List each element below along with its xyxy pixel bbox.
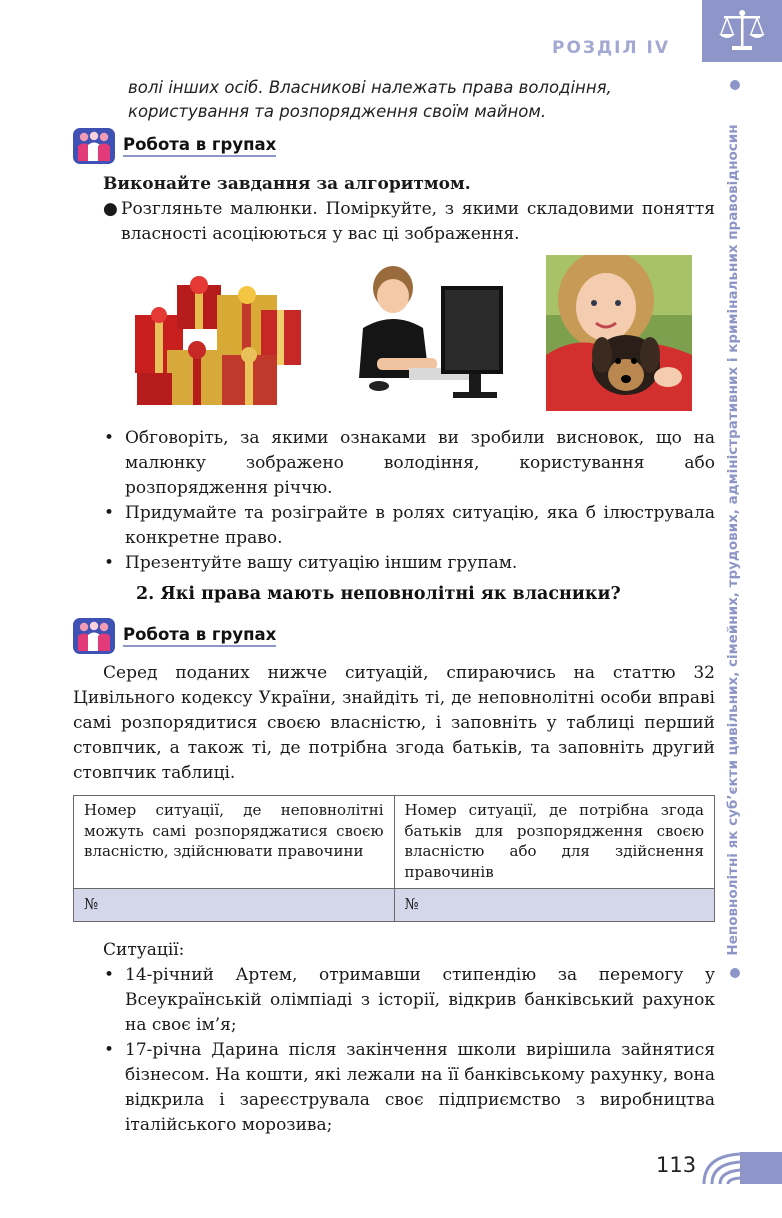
bullet-text: 17-річна Дарина після закінчення школи вирішила зайнятися бізнесом. На кошти, які лежали на її банківському рахунку, вона відкрила і зареєструвала своє підприємство з виробництва італійського морозива; [125, 1040, 715, 1135]
group-work-label-1: Робота в групах [123, 135, 276, 157]
bullet-text: Придумайте та розіграйте в ролях ситуацію, яка б ілюструвала конкретне право. [125, 503, 715, 548]
bullet-list-2 [103, 426, 715, 576]
table-header-row [74, 796, 715, 889]
side-chapter-text: Неповнолітні як суб’єкти цивільних, сімейних, трудових, адміністративних і кримінальних правовідносин [725, 124, 741, 956]
list-item [103, 963, 715, 1038]
bullet-text: Обговоріть, за якими ознаками ви зробили висновок, що на малюнку зображено володіння, користування або розпорядження річчю. [125, 428, 715, 498]
group-work-heading-1 [73, 128, 276, 164]
group-work-label-2: Робота в групах [123, 625, 276, 647]
side-dot-top [730, 80, 740, 90]
section-label: РОЗДІЛ IV [552, 38, 670, 58]
bullet-icon: • [104, 965, 115, 985]
bullet-icon: • [104, 503, 115, 523]
bullet-icon: ● [103, 199, 118, 219]
list-item [103, 197, 715, 247]
group-work-heading-2 [73, 618, 276, 654]
signal-arcs-icon [702, 1150, 742, 1186]
task-block [103, 172, 715, 247]
table-cell[interactable]: № [394, 889, 715, 922]
intro-text: волі інших осіб. Власникові належать права володіння, користування та розпорядження своїм майном. [128, 78, 612, 121]
footer-block [740, 1152, 782, 1184]
page-number: 113 [656, 1153, 697, 1177]
bullet-text: Розгляньте малюнки. Поміркуйте, з якими складовими поняття власності асоціюються у вас ці зображення. [121, 199, 715, 244]
task-heading: Виконайте завдання за алгоритмом. [103, 174, 471, 194]
bullet-icon: • [104, 1040, 115, 1060]
situations-block [103, 938, 715, 1138]
bullet-text: 14-річний Артем, отримавши стипендію за перемогу у Всеукраїнській олімпіаді з історії, відкрив банківський рахунок на своє ім’я; [125, 965, 715, 1035]
table-header-cell: Номер ситуації, де потрібна згода батьків для розпорядження своєю власністю або для здійснення правочинів [394, 796, 715, 889]
table-row [74, 889, 715, 922]
table-header-cell: Номер ситуації, де неповнолітні можуть самі розпоряджатися своєю власністю, здійснювати правочини [74, 796, 395, 889]
bullet-text: Презентуйте вашу ситуацію іншим групам. [125, 553, 518, 573]
boy-computer-photo [349, 258, 511, 412]
situations-label: Ситуації: [103, 940, 185, 960]
side-dot-bottom [730, 968, 740, 978]
section-heading: 2. Які права мають неповнолітні як власники? [136, 584, 621, 604]
group-people-icon [73, 128, 115, 164]
paragraph: Серед поданих нижче ситуацій, спираючись на статтю 32 Цивільного кодексу України, знайдіть ті, де неповнолітні особи вправі самі розпорядитися своєю власністю, і заповніть у таблиці перший стовпчик, а також ті, де потрібна згода батьків, та заповніть другий стовпчик таблиці. [73, 663, 715, 783]
scales-icon [718, 8, 766, 54]
list-item [103, 501, 715, 551]
girl-puppy-photo [546, 255, 692, 411]
group-people-icon [73, 618, 115, 654]
bullet-icon: • [104, 553, 115, 573]
bullet-icon: • [104, 428, 115, 448]
gifts-photo [127, 255, 307, 413]
list-item [103, 426, 715, 501]
header-block [702, 0, 782, 62]
table-cell[interactable]: № [74, 889, 395, 922]
list-item [103, 1038, 715, 1138]
situations-table [73, 795, 715, 922]
list-item [103, 551, 715, 576]
